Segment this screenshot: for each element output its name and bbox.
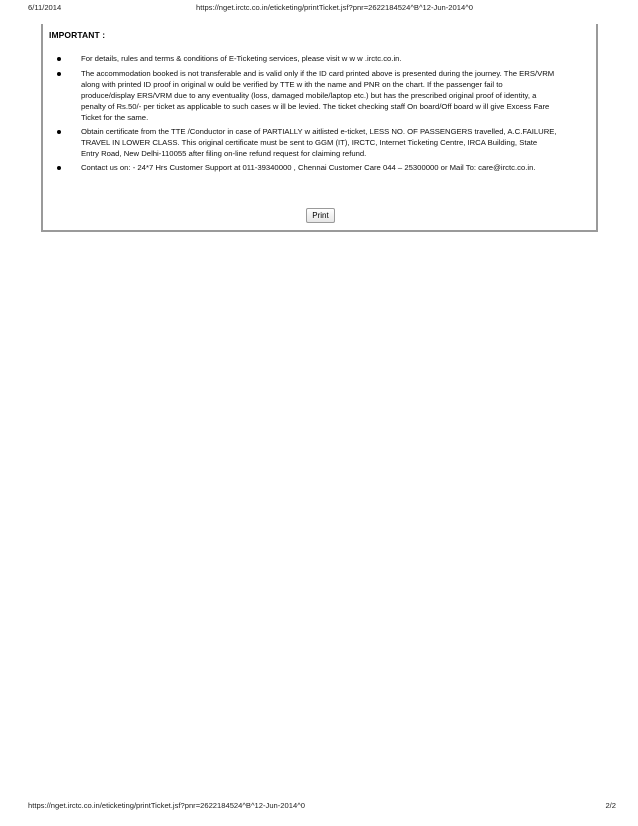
print-button[interactable]: Print <box>306 208 335 223</box>
notice-text: For details, rules and terms & conditions of E-Ticketing services, please visit w w w .irctc.co.in. <box>81 54 402 63</box>
print-footer-url: https://nget.irctc.co.in/eticketing/printTicket.jsf?pnr=2622184524^B^12-Jun-2014^0 <box>28 801 305 810</box>
print-header <box>28 3 616 15</box>
list-item <box>57 53 557 64</box>
print-header-url: https://nget.irctc.co.in/eticketing/printTicket.jsf?pnr=2622184524^B^12-Jun-2014^0 <box>196 3 473 12</box>
notice-text: The accommodation booked is not transferable and is valid only if the ID card printed above is presented during the journey. The ERS/VRM along with printed ID proof in original w ould be verified by TTE w ith the name and PNR on the chart. If the passenger fail to produce/display ERS/VRM due to any eventuality (loss, damaged mobile/laptop etc.) but has the prescribed original proof of identity, a penalty of Rs.50/- per ticket as applicable to such cases w ill be levied. The ticket checking staff On board/Off board w ill give Excess Fare Ticket for the same. <box>81 69 555 122</box>
important-notice-panel <box>41 24 598 232</box>
bullet-icon <box>57 166 61 170</box>
important-heading: IMPORTANT : <box>49 30 106 40</box>
bullet-icon <box>57 130 61 134</box>
print-date: 6/11/2014 <box>28 3 62 12</box>
print-footer <box>28 801 616 813</box>
list-item <box>57 126 557 159</box>
list-item <box>57 68 557 123</box>
bullet-icon <box>57 72 61 76</box>
important-notice-list <box>57 53 557 176</box>
bullet-icon <box>57 57 61 61</box>
notice-text: Contact us on: - 24*7 Hrs Customer Support at 011-39340000 , Chennai Customer Care 044 – 25300000 or Mail To: care@irctc.co.in. <box>81 163 536 172</box>
page-number: 2/2 <box>605 801 616 810</box>
list-item <box>57 162 557 173</box>
notice-text: Obtain certificate from the TTE /Conductor in case of PARTIALLY w aitlisted e-ticket, LESS NO. OF PASSENGERS travelled, A.C.FAILURE, TRAVEL IN LOWER CLASS. This original certificate must be sent to GGM (IT), IRCTC, Internet Ticketing Centre, IRCA Building, State Entry Road, New Delhi-110055 after filing on-line refund request for claiming refund. <box>81 127 557 158</box>
